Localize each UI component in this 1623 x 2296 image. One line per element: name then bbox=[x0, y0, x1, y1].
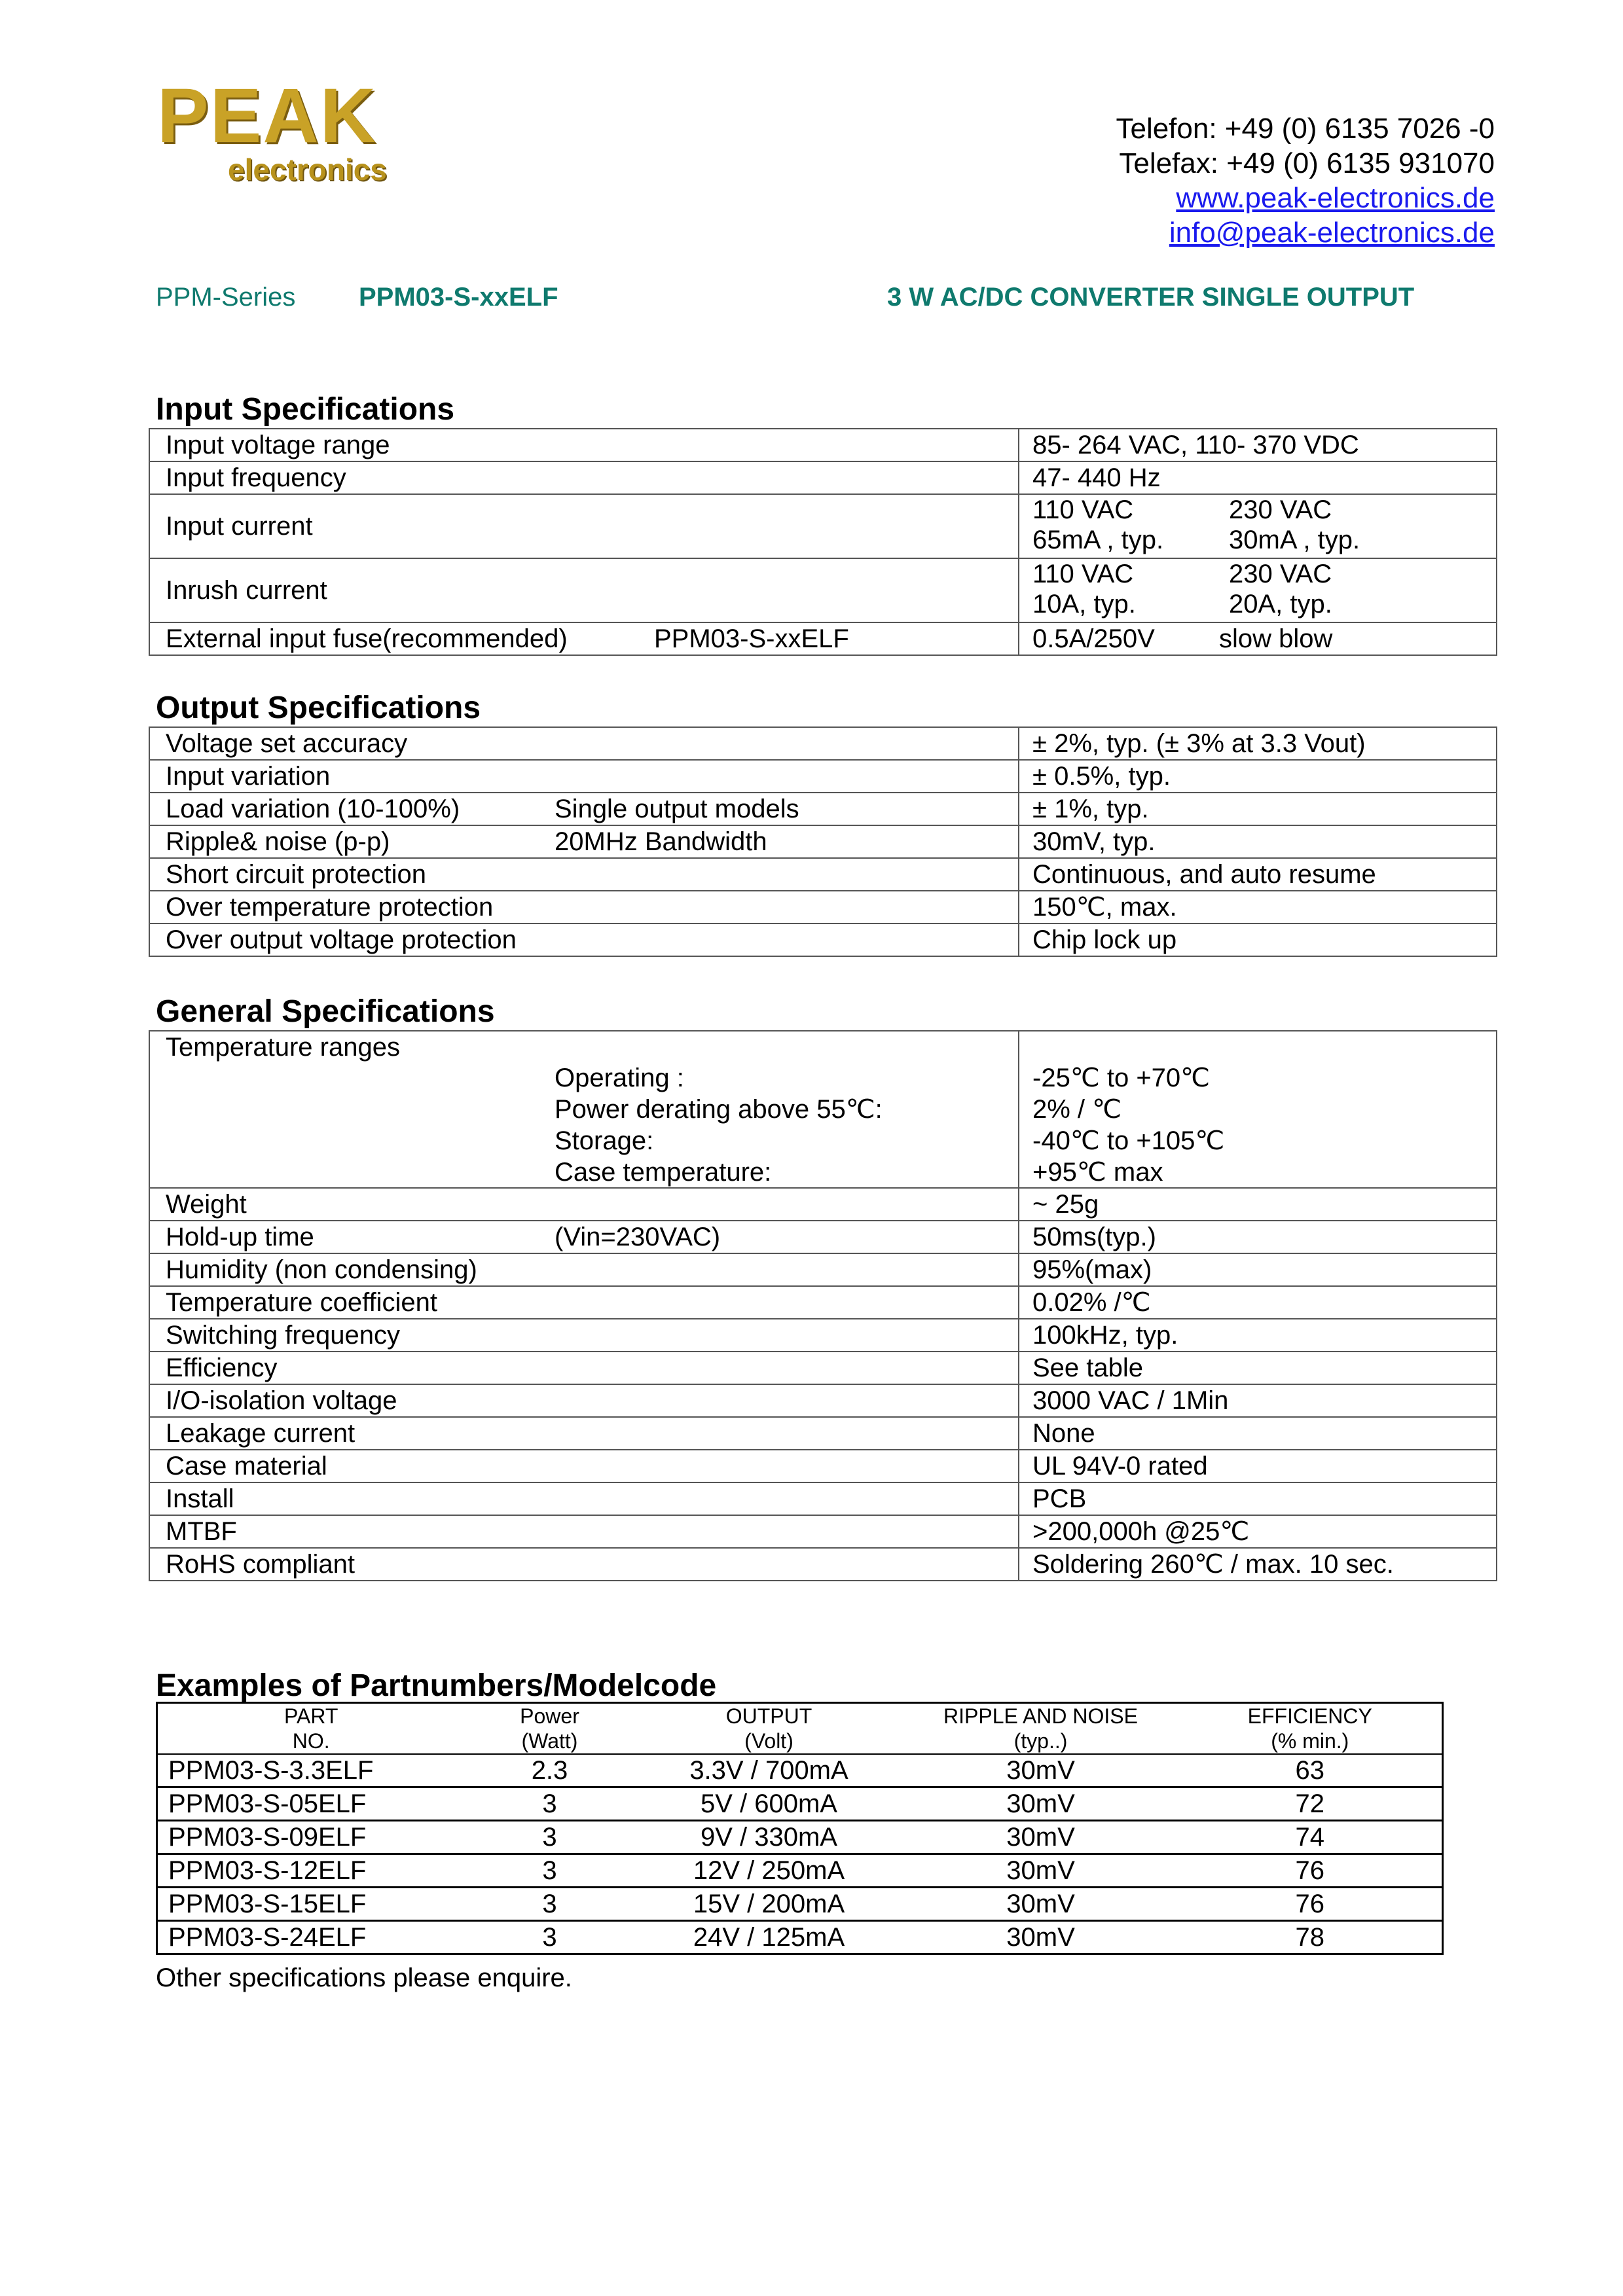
column-header: OUTPUT (Volt) bbox=[635, 1703, 903, 1755]
table-row bbox=[149, 1319, 1497, 1352]
spec-value-part: 0.5A/250V bbox=[1032, 624, 1155, 653]
spec-value-part: 30mA , typ. bbox=[1229, 526, 1360, 554]
spec-value-part: 2% / ℃ bbox=[1032, 1095, 1122, 1124]
spec-value: 100kHz, typ. bbox=[1019, 1319, 1497, 1352]
input-spec-heading: Input Specifications bbox=[156, 392, 455, 427]
spec-value-part: 110 VAC bbox=[1032, 560, 1134, 588]
spec-value: Soldering 260℃ / max. 10 sec. bbox=[1019, 1548, 1497, 1581]
spec-label bbox=[149, 1384, 1019, 1417]
table-row bbox=[157, 1754, 1443, 1787]
spec-label bbox=[149, 1319, 1019, 1352]
spec-label-text: Temperature coefficient bbox=[166, 1288, 438, 1317]
phone-number: Telefon: +49 (0) 6135 7026 -0 bbox=[1116, 113, 1495, 145]
power-watt: 3 bbox=[465, 1787, 635, 1821]
spec-value: >200,000h @25℃ bbox=[1019, 1515, 1497, 1548]
spec-label-text: I/O-isolation voltage bbox=[166, 1386, 397, 1415]
power-watt: 2.3 bbox=[465, 1754, 635, 1787]
spec-value-part: 230 VAC bbox=[1229, 495, 1332, 524]
table-row bbox=[149, 760, 1497, 793]
spec-label bbox=[149, 858, 1019, 891]
spec-label bbox=[149, 1548, 1019, 1581]
table-row bbox=[149, 1515, 1497, 1548]
spec-value: ± 0.5%, typ. bbox=[1019, 760, 1497, 793]
spec-sublabel: Operating : bbox=[555, 1064, 684, 1092]
spec-value-part: +95℃ max bbox=[1032, 1158, 1163, 1187]
spec-value: None bbox=[1019, 1417, 1497, 1450]
spec-value: 50ms(typ.) bbox=[1019, 1221, 1497, 1253]
spec-label: Input voltage range bbox=[149, 429, 1019, 461]
spec-label-text: External input fuse(recommended) bbox=[166, 624, 568, 653]
spec-label-text: RoHS compliant bbox=[166, 1550, 356, 1579]
power-watt: 3 bbox=[465, 1921, 635, 1954]
spec-label-text: Efficiency bbox=[166, 1354, 278, 1382]
output-volt: 3.3V / 700mA bbox=[635, 1754, 903, 1787]
spec-label bbox=[149, 825, 1019, 858]
ripple-noise: 30mV bbox=[903, 1854, 1178, 1888]
spec-value: See table bbox=[1019, 1352, 1497, 1384]
table-row bbox=[149, 924, 1497, 956]
fax-number: Telefax: +49 (0) 6135 931070 bbox=[1119, 147, 1495, 179]
spec-value: ± 1%, typ. bbox=[1019, 793, 1497, 825]
spec-label-text: Ripple& noise (p-p) bbox=[166, 827, 390, 856]
spec-label-text: Install bbox=[166, 1484, 234, 1513]
spec-label-text: Case material bbox=[166, 1452, 327, 1480]
spec-label-text: Humidity (non condensing) bbox=[166, 1255, 477, 1284]
spec-label bbox=[149, 1450, 1019, 1482]
efficiency: 78 bbox=[1178, 1921, 1443, 1954]
spec-value: 30mV, typ. bbox=[1019, 825, 1497, 858]
logo-subtitle: electronics bbox=[228, 152, 387, 187]
table-row bbox=[149, 558, 1497, 622]
spec-label bbox=[149, 760, 1019, 793]
table-row bbox=[149, 1450, 1497, 1482]
general-spec-table bbox=[149, 1030, 1497, 1581]
spec-label-text: Short circuit protection bbox=[166, 860, 426, 889]
spec-label-text: Load variation (10-100%) bbox=[166, 795, 460, 823]
ripple-noise: 30mV bbox=[903, 1888, 1178, 1921]
website-link[interactable]: www.peak-electronics.de bbox=[1176, 182, 1495, 214]
table-row bbox=[149, 793, 1497, 825]
table-row bbox=[157, 1888, 1443, 1921]
spec-value: 85- 264 VAC, 110- 370 VDC bbox=[1019, 429, 1497, 461]
table-row bbox=[149, 461, 1497, 494]
table-row bbox=[149, 1482, 1497, 1515]
spec-sublabel: Storage: bbox=[555, 1126, 654, 1155]
spec-value-part: 65mA , typ. bbox=[1032, 526, 1164, 554]
table-row bbox=[149, 1384, 1497, 1417]
spec-label bbox=[149, 622, 1019, 655]
table-row bbox=[149, 429, 1497, 461]
footnote: Other specifications please enquire. bbox=[156, 1964, 572, 1992]
spec-value: Continuous, and auto resume bbox=[1019, 858, 1497, 891]
spec-sublabel: Case temperature: bbox=[555, 1158, 772, 1187]
spec-value: 0.02% /℃ bbox=[1019, 1286, 1497, 1319]
table-row bbox=[149, 1253, 1497, 1286]
spec-label bbox=[149, 924, 1019, 956]
table-row bbox=[149, 1286, 1497, 1319]
table-row bbox=[157, 1787, 1443, 1821]
spec-label: Input current bbox=[149, 494, 1019, 558]
power-watt: 3 bbox=[465, 1821, 635, 1854]
column-header: EFFICIENCY (% min.) bbox=[1178, 1703, 1443, 1755]
spec-value: 95%(max) bbox=[1019, 1253, 1497, 1286]
series-model: PPM03-S-xxELF bbox=[359, 283, 558, 312]
spec-value-part: 230 VAC bbox=[1229, 560, 1332, 588]
table-row bbox=[149, 622, 1497, 655]
part-number: PPM03-S-24ELF bbox=[157, 1921, 465, 1954]
part-number: PPM03-S-09ELF bbox=[157, 1821, 465, 1854]
logo-wordmark: PEAK bbox=[157, 73, 377, 159]
table-row bbox=[157, 1921, 1443, 1954]
spec-sublabel: 20MHz Bandwidth bbox=[555, 827, 767, 856]
spec-label bbox=[149, 1515, 1019, 1548]
ripple-noise: 30mV bbox=[903, 1787, 1178, 1821]
table-row bbox=[157, 1854, 1443, 1888]
spec-value: 47- 440 Hz bbox=[1019, 461, 1497, 494]
table-row bbox=[149, 1352, 1497, 1384]
spec-sublabel: PPM03-S-xxELF bbox=[654, 624, 849, 653]
spec-label bbox=[149, 727, 1019, 760]
spec-label-text: Input variation bbox=[166, 762, 331, 791]
spec-label bbox=[149, 1352, 1019, 1384]
spec-value: 150℃, max. bbox=[1019, 891, 1497, 924]
power-watt: 3 bbox=[465, 1854, 635, 1888]
spec-label bbox=[149, 1031, 1019, 1188]
table-row bbox=[149, 858, 1497, 891]
spec-value: Chip lock up bbox=[1019, 924, 1497, 956]
table-row bbox=[149, 1221, 1497, 1253]
efficiency: 76 bbox=[1178, 1888, 1443, 1921]
table-row bbox=[149, 494, 1497, 558]
efficiency: 72 bbox=[1178, 1787, 1443, 1821]
power-watt: 3 bbox=[465, 1888, 635, 1921]
spec-value: UL 94V-0 rated bbox=[1019, 1450, 1497, 1482]
efficiency: 63 bbox=[1178, 1754, 1443, 1787]
spec-value-part: -25℃ to +70℃ bbox=[1032, 1064, 1211, 1092]
spec-value bbox=[1019, 622, 1497, 655]
table-row bbox=[149, 1548, 1497, 1581]
spec-value bbox=[1019, 558, 1497, 622]
table-row bbox=[149, 825, 1497, 858]
spec-value-part: 20A, typ. bbox=[1229, 590, 1332, 619]
spec-label bbox=[149, 1253, 1019, 1286]
output-spec-heading: Output Specifications bbox=[156, 691, 481, 725]
spec-value: ± 2%, typ. (± 3% at 3.3 Vout) bbox=[1019, 727, 1497, 760]
input-spec-table bbox=[149, 428, 1497, 656]
table-row bbox=[149, 891, 1497, 924]
output-volt: 9V / 330mA bbox=[635, 1821, 903, 1854]
spec-value bbox=[1019, 494, 1497, 558]
spec-label-text: Switching frequency bbox=[166, 1321, 400, 1350]
spec-value: 3000 VAC / 1Min bbox=[1019, 1384, 1497, 1417]
spec-sublabel: Power derating above 55℃: bbox=[555, 1095, 883, 1124]
part-number: PPM03-S-05ELF bbox=[157, 1787, 465, 1821]
spec-label bbox=[149, 793, 1019, 825]
spec-value: PCB bbox=[1019, 1482, 1497, 1515]
output-spec-table bbox=[149, 726, 1497, 957]
spec-label-text: Weight bbox=[166, 1190, 247, 1219]
company-logo bbox=[157, 73, 419, 195]
table-row bbox=[149, 1417, 1497, 1450]
spec-value-part: -40℃ to +105℃ bbox=[1032, 1126, 1225, 1155]
table-row bbox=[157, 1821, 1443, 1854]
spec-label-text: MTBF bbox=[166, 1517, 237, 1546]
temperature-ranges-label: Temperature ranges bbox=[166, 1033, 400, 1062]
spec-label: Input frequency bbox=[149, 461, 1019, 494]
output-volt: 15V / 200mA bbox=[635, 1888, 903, 1921]
part-number: PPM03-S-15ELF bbox=[157, 1888, 465, 1921]
spec-label bbox=[149, 1417, 1019, 1450]
ripple-noise: 30mV bbox=[903, 1921, 1178, 1954]
spec-sublabel: Single output models bbox=[555, 795, 799, 823]
table-row bbox=[149, 1031, 1497, 1188]
part-number: PPM03-S-12ELF bbox=[157, 1854, 465, 1888]
spec-label-text: Over output voltage protection bbox=[166, 925, 517, 954]
spec-label bbox=[149, 1482, 1019, 1515]
email-link[interactable]: info@peak-electronics.de bbox=[1169, 217, 1495, 249]
partnumbers-heading: Examples of Partnumbers/Modelcode bbox=[156, 1668, 717, 1703]
table-row bbox=[149, 727, 1497, 760]
column-header: Power (Watt) bbox=[465, 1703, 635, 1755]
contact-block bbox=[1116, 111, 1495, 250]
spec-label-text: Voltage set accuracy bbox=[166, 729, 408, 758]
spec-label bbox=[149, 1221, 1019, 1253]
spec-value-part: slow blow bbox=[1219, 624, 1333, 653]
output-volt: 12V / 250mA bbox=[635, 1854, 903, 1888]
partnumbers-table bbox=[156, 1702, 1444, 1955]
spec-value-part: 110 VAC bbox=[1032, 495, 1134, 524]
spec-label: Inrush current bbox=[149, 558, 1019, 622]
output-volt: 24V / 125mA bbox=[635, 1921, 903, 1954]
table-header-row bbox=[157, 1703, 1443, 1755]
spec-label-text: Leakage current bbox=[166, 1419, 356, 1448]
spec-label bbox=[149, 1286, 1019, 1319]
series-family: PPM-Series bbox=[156, 283, 296, 312]
column-header: PART NO. bbox=[157, 1703, 465, 1755]
spec-value-part: 10A, typ. bbox=[1032, 590, 1136, 619]
spec-value bbox=[1019, 1031, 1497, 1188]
table-row bbox=[149, 1188, 1497, 1221]
output-volt: 5V / 600mA bbox=[635, 1787, 903, 1821]
spec-label bbox=[149, 1188, 1019, 1221]
ripple-noise: 30mV bbox=[903, 1821, 1178, 1854]
efficiency: 76 bbox=[1178, 1854, 1443, 1888]
series-title: 3 W AC/DC CONVERTER SINGLE OUTPUT bbox=[887, 283, 1415, 312]
spec-sublabel: (Vin=230VAC) bbox=[555, 1223, 721, 1251]
spec-label-text: Hold-up time bbox=[166, 1223, 314, 1251]
general-spec-heading: General Specifications bbox=[156, 994, 495, 1029]
spec-label-text: Over temperature protection bbox=[166, 893, 494, 922]
spec-value: ~ 25g bbox=[1019, 1188, 1497, 1221]
efficiency: 74 bbox=[1178, 1821, 1443, 1854]
ripple-noise: 30mV bbox=[903, 1754, 1178, 1787]
spec-label bbox=[149, 891, 1019, 924]
column-header: RIPPLE AND NOISE (typ..) bbox=[903, 1703, 1178, 1755]
part-number: PPM03-S-3.3ELF bbox=[157, 1754, 465, 1787]
